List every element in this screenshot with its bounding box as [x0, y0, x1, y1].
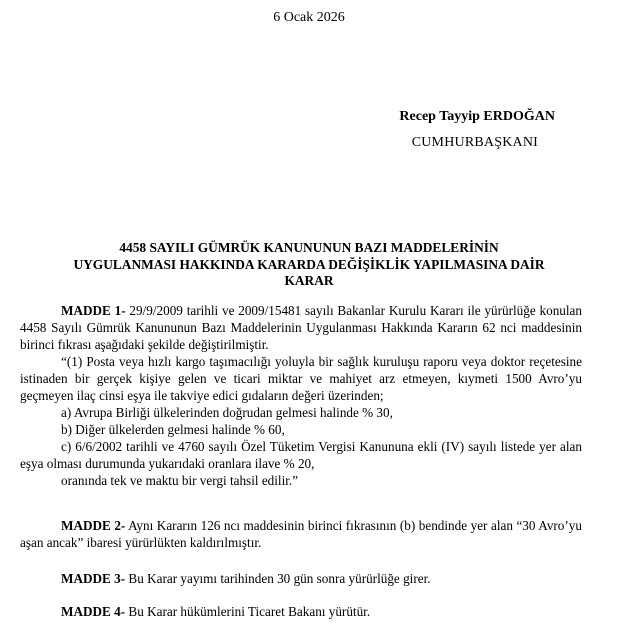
article-3-label: MADDE 3- [61, 571, 126, 586]
article-1-text: 29/9/2009 tarihli ve 2009/15481 sayılı Bakanlar Kurulu Kararı ile yürürlüğe konulan 4458 Sayılı Gümrük Kanununun Bazı Maddelerinin Uygulanması Hakkında Kararın 62 nci maddesinin birinci fıkrası aşağıdaki şekilde değiştirilmiştir. [20, 303, 582, 352]
article-1-item-c: c) 6/6/2002 tarihli ve 4760 sayılı Özel Tüketim Vergisi Kanununa ekli (IV) sayılı listede yer alan eşya olması durumunda yukarıdaki oranlara ilave % 20, [20, 439, 582, 471]
article-4-label: MADDE 4- [61, 604, 126, 619]
article-2-text: Aynı Kararın 126 ncı maddesinin birinci fıkrasının (b) bendinde yer alan “30 Avro’yu aşan ancak” ibaresi yürürlükten kaldırılmıştır. [20, 518, 582, 550]
signer-title: CUMHURBAŞKANI [411, 135, 538, 150]
article-3 [20, 570, 582, 587]
article-1-quote-intro: “(1) Posta veya hızlı kargo taşımacılığı yoluyla bir sağlık kuruluşu raporu veya doktor reçetesine istinaden bir gerçek kişiye gelen ve ticari miktar ve mahiyet arz etmeyen, kıymeti 1500 Avro’yu geçmeyen ilaç cinsi eşya ile takviye edici gıdaların değeri üzerinden; [20, 354, 582, 403]
article-3-text: Bu Karar yayımı tarihinden 30 gün sonra yürürlüğe girer. [125, 571, 431, 586]
article-1-closing: oranında tek ve maktu bir vergi tahsil edilir.” [61, 473, 299, 488]
signer-name: Recep Tayyip ERDOĞAN [399, 109, 555, 124]
article-1-item-b: b) Diğer ülkelerden gelmesi halinde % 60, [61, 422, 285, 437]
title-line: 4458 SAYILI GÜMRÜK KANUNUNUN BAZI MADDELERİNİN [119, 240, 499, 255]
document-date: 6 Ocak 2026 [273, 10, 345, 25]
article-1-label: MADDE 1- [61, 303, 126, 318]
article-4-text: Bu Karar hükümlerini Ticaret Bakanı yürütür. [125, 604, 371, 619]
article-2-label: MADDE 2- [61, 518, 126, 533]
title-line: KARAR [284, 273, 334, 288]
title-line: UYGULANMASI HAKKINDA KARARDA DEĞİŞİKLİK YAPILMASINA DAİR [73, 256, 545, 272]
decision-title [20, 240, 598, 290]
article-1 [20, 302, 582, 489]
article-4 [20, 603, 582, 620]
article-1-item-a: a) Avrupa Birliği ülkelerinden doğrudan gelmesi halinde % 30, [61, 405, 393, 420]
article-2 [20, 517, 582, 551]
